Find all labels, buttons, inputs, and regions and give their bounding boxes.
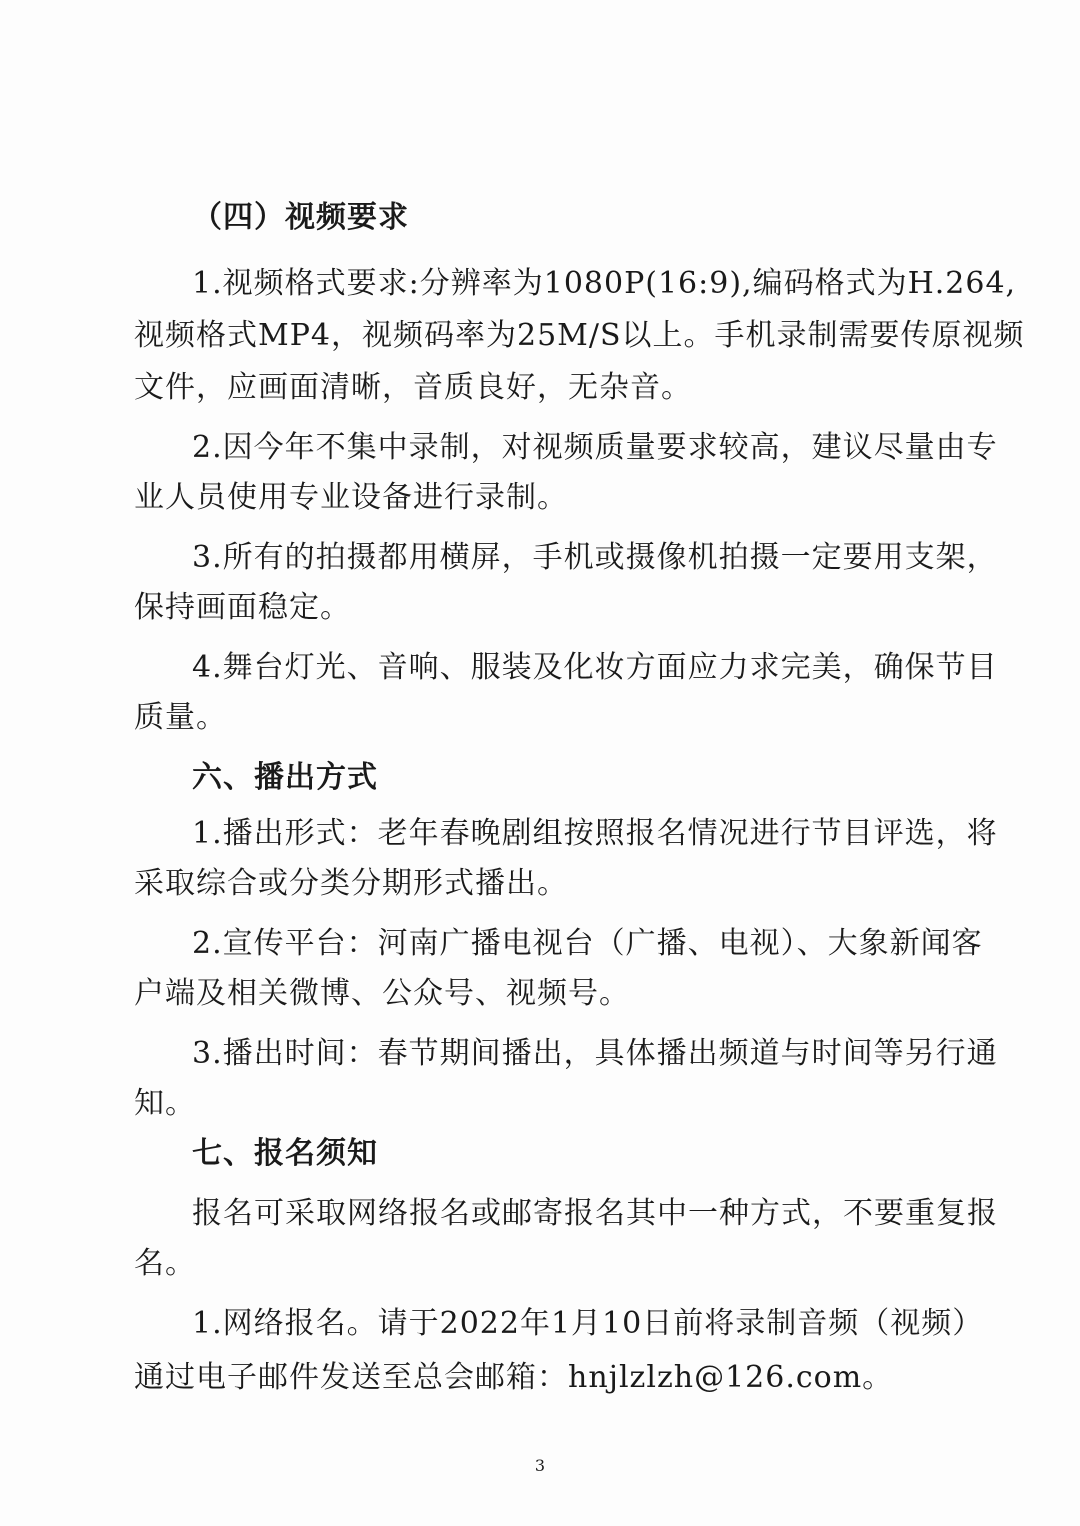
paragraph-line: 3.播出时间：春节期间播出，具体播出频道与时间等另行通: [192, 1036, 998, 1071]
section-heading-broadcast-method: 六、播出方式: [192, 760, 378, 795]
paragraph-line: 通过电子邮件发送至总会邮箱：hnjlzlzh@126.com。: [134, 1360, 894, 1395]
section-heading-video-requirements: （四）视频要求: [192, 200, 409, 235]
paragraph-line: 保持画面稳定。: [134, 590, 351, 625]
paragraph-line: 业人员使用专业设备进行录制。: [134, 480, 568, 515]
paragraph-line: 1.网络报名。请于2022年1月10日前将录制音频（视频）: [192, 1306, 984, 1341]
paragraph-line: 知。: [134, 1086, 196, 1121]
page-number: 3: [534, 1456, 546, 1475]
section-heading-registration-notice: 七、报名须知: [192, 1136, 378, 1171]
paragraph-line: 采取综合或分类分期形式播出。: [134, 866, 568, 901]
paragraph-line: 文件，应画面清晰，音质良好，无杂音。: [134, 370, 692, 405]
paragraph-line: 视频格式MP4，视频码率为25M/S以上。手机录制需要传原视频: [134, 318, 1025, 353]
paragraph-line: 质量。: [134, 700, 227, 735]
paragraph-line: 1.播出形式：老年春晚剧组按照报名情况进行节目评选，将: [192, 816, 998, 851]
paragraph-line: 户端及相关微博、公众号、视频号。: [134, 976, 630, 1011]
paragraph-line: 4.舞台灯光、音响、服装及化妆方面应力求完美，确保节目: [192, 650, 998, 685]
paragraph-line: 2.因今年不集中录制，对视频质量要求较高，建议尽量由专: [192, 430, 998, 465]
paragraph-line: 2.宣传平台：河南广播电视台（广播、电视）、大象新闻客: [192, 926, 983, 961]
paragraph-line: 名。: [134, 1246, 196, 1281]
paragraph-line: 报名可采取网络报名或邮寄报名其中一种方式，不要重复报: [192, 1196, 998, 1231]
paragraph-line: 3.所有的拍摄都用横屏，手机或摄像机拍摄一定要用支架，: [192, 540, 998, 575]
paragraph-line: 1.视频格式要求:分辨率为1080P(16:9),编码格式为H.264,: [192, 266, 1017, 301]
